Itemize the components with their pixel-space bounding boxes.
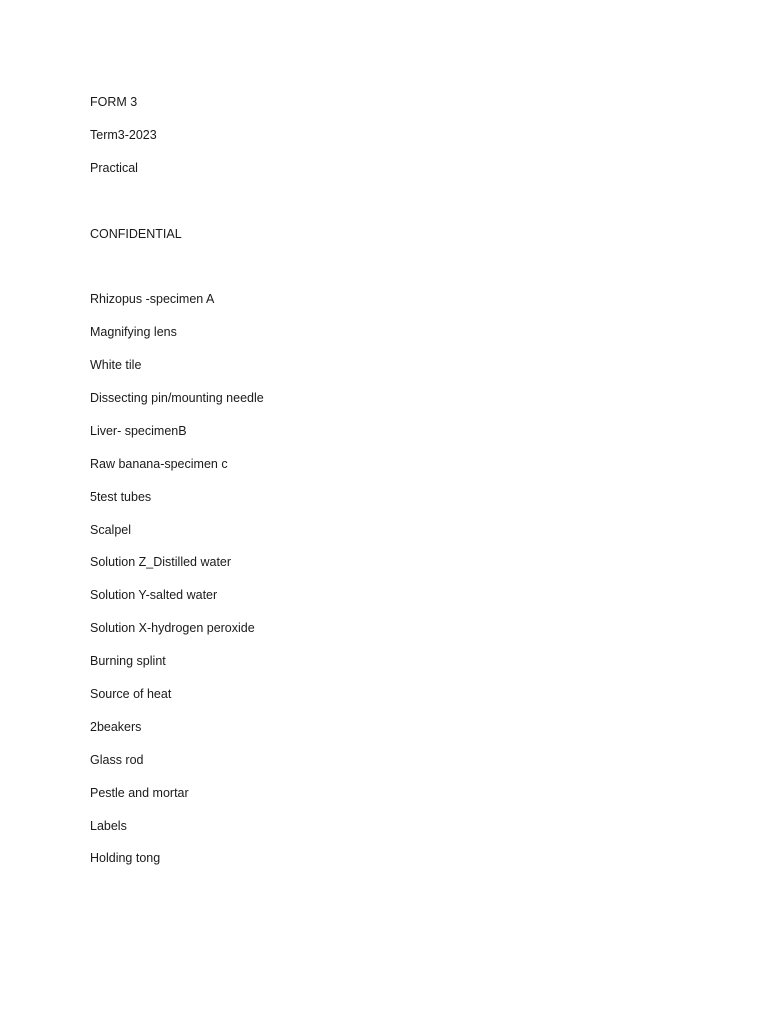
list-item: Rhizopus -specimen A (90, 292, 215, 307)
list-item: Solution Y-salted water (90, 588, 218, 603)
list-item: Solution Z_Distilled water (90, 555, 232, 570)
blank-line (90, 192, 690, 225)
list-item: White tile (90, 358, 142, 373)
list-item: Solution X-hydrogen peroxide (90, 621, 255, 636)
list-item: Glass rod (90, 752, 144, 767)
list-item: 5test tubes (90, 489, 152, 504)
blank-line (90, 257, 690, 290)
list-item: Dissecting pin/mounting needle (90, 391, 264, 406)
list-item: Scalpel (90, 522, 131, 537)
list-item: Pestle and mortar (90, 785, 189, 800)
confidential-label: CONFIDENTIAL (90, 226, 182, 241)
list-item: Holding tong (90, 851, 161, 866)
list-item: Source of heat (90, 687, 172, 702)
list-item: Magnifying lens (90, 325, 177, 340)
form-label: FORM 3 (90, 95, 138, 109)
list-item: Liver- specimenB (90, 423, 187, 438)
document-body (90, 93, 690, 882)
practical-label: Practical (90, 160, 138, 175)
list-item: Raw banana-specimen c (90, 456, 228, 471)
list-item: 2beakers (90, 719, 142, 734)
list-item: Labels (90, 818, 127, 833)
term-label: Term3-2023 (90, 127, 157, 142)
list-item: Burning splint (90, 654, 166, 669)
